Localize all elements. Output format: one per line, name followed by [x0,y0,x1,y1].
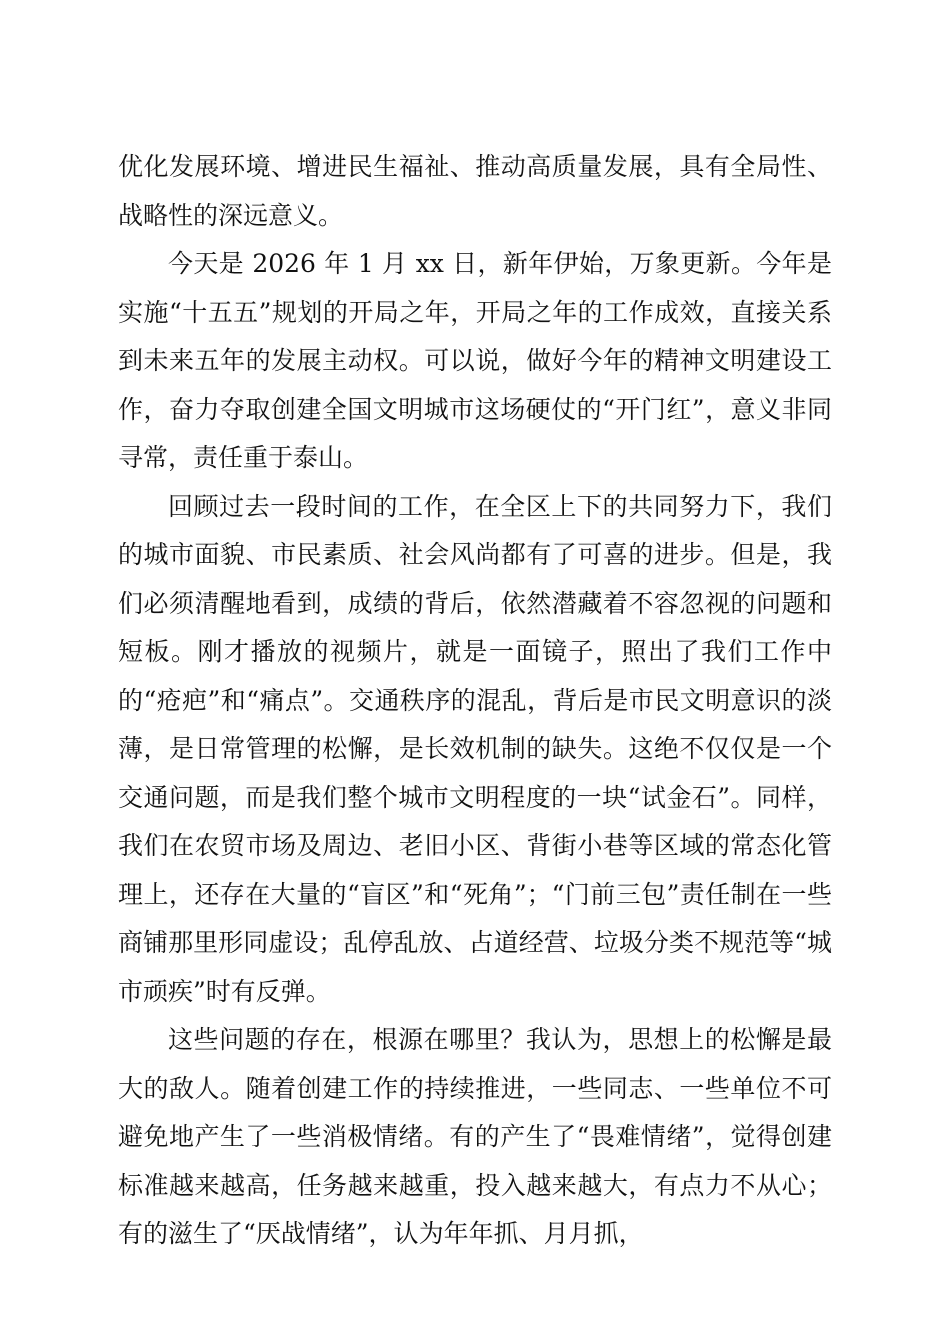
paragraph-3: 回顾过去一段时间的工作，在全区上下的共同努力下，我们的城市面貌、市民素质、社会风尚都有了可喜的进步。但是，我们必须清醒地看到，成绩的背后，依然潜藏着不容忽视的问题和短板。刚才播放的视频片，就是一面镜子，照出了我们工作中的“疮疤”和“痛点”。交通秩序的混乱，背后是市民文明意识的淡薄，是日常管理的松懈，是长效机制的缺失。这绝不仅仅是一个交通问题，而是我们整个城市文明程度的一块“试金石”。同样，我们在农贸市场及周边、老旧小区、背街小巷等区域的常态化管理上，还存在大量的“盲区”和“死角”；“门前三包”责任制在一些商铺那里形同虚设；乱停乱放、占道经营、垃圾分类不规范等“城市顽疾”时有反弹。 [118,491,832,1006]
paragraph-4: 这些问题的存在，根源在哪里？我认为，思想上的松懈是最大的敌人。随着创建工作的持续推进，一些同志、一些单位不可避免地产生了一些消极情绪。有的产生了“畏难情绪”，觉得创建标准越来越高，任务越来越重，投入越来越大，有点力不从心；有的滋生了“厌战情绪”，认为年年抓、月月抓， [118,1025,832,1248]
paragraph-1: 优化发展环境、增进民生福祉、推动高质量发展，具有全局性、战略性的深远意义。 [118,152,832,230]
document-body [118,143,832,1259]
paragraph-2: 今天是 2026 年 1 月 xx 日，新年伊始，万象更新。今年是实施“十五五”规划的开局之年，开局之年的工作成效，直接关系到未来五年的发展主动权。可以说，做好今年的精神文明建设工作，奋力夺取创建全国文明城市这场硬仗的“开门红”，意义非同寻常，责任重于泰山。 [118,249,832,472]
